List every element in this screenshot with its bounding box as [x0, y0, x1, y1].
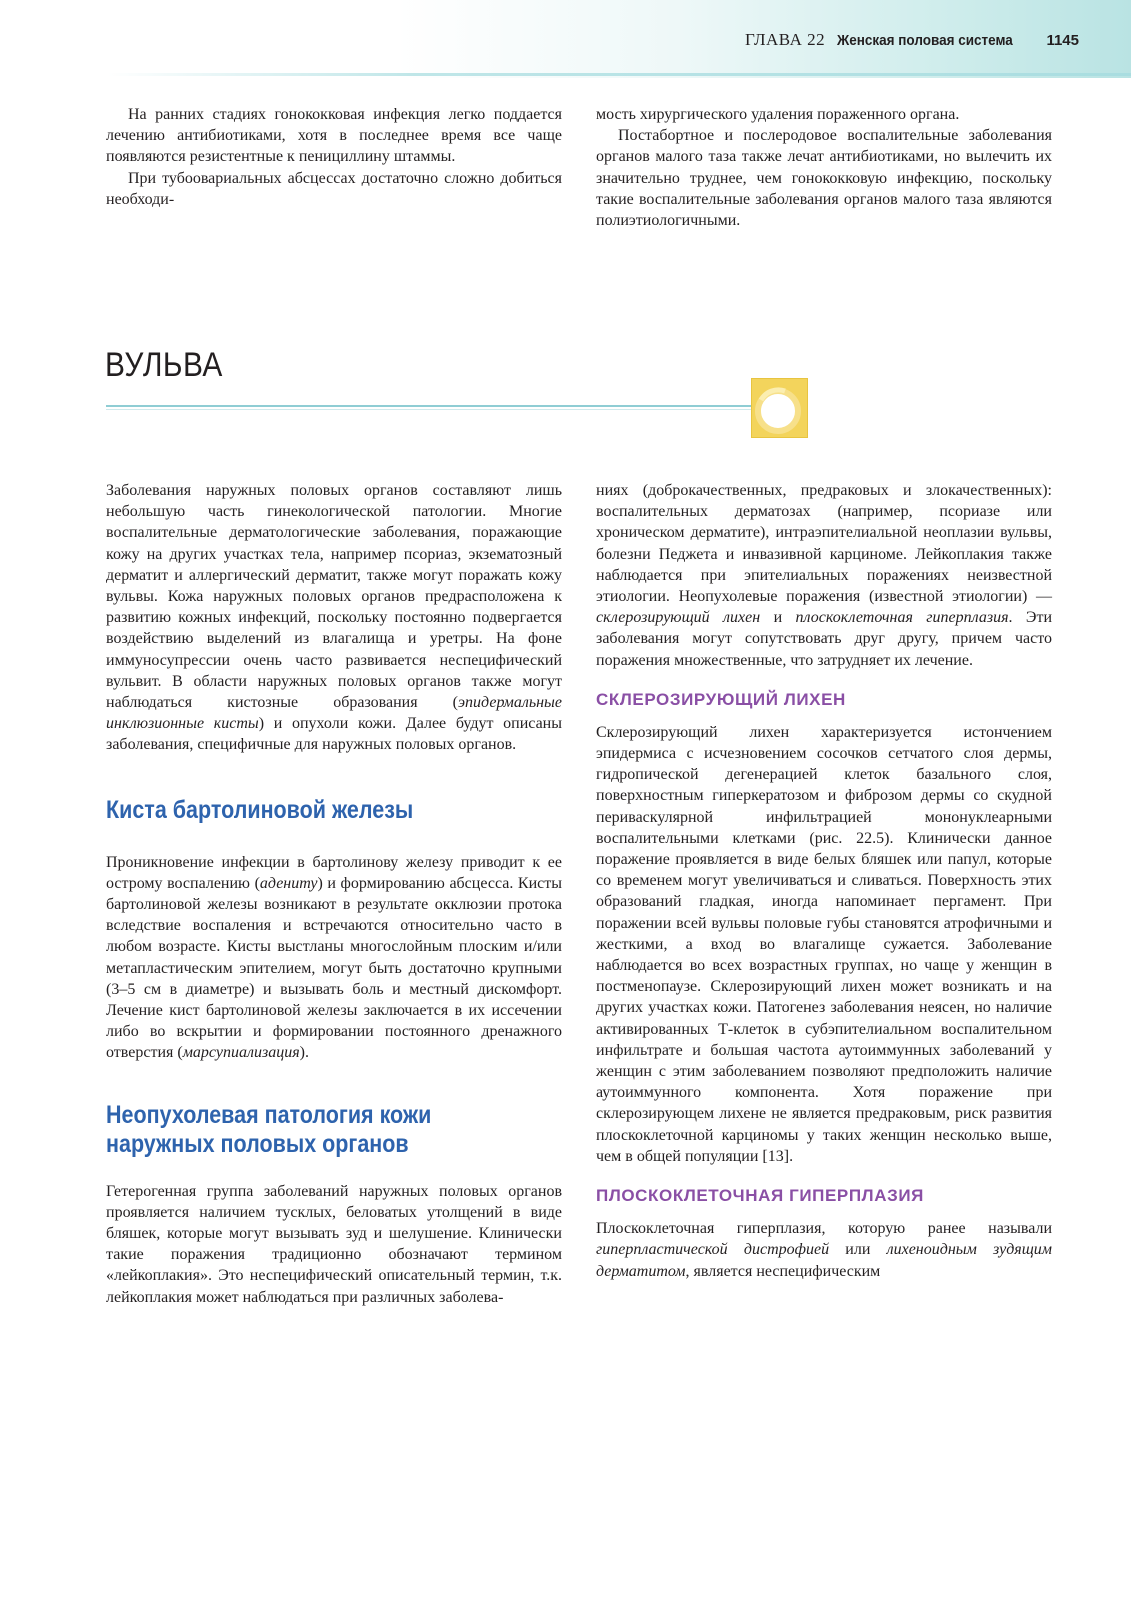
section-rule-secondary: [106, 409, 752, 410]
bartholin-paragraph: [106, 852, 562, 1064]
intro-paragraph-2: При тубоовариальных абсцессах достаточно сложно добиться необходи-: [106, 169, 562, 208]
text-run: , является неспецифическим: [685, 1262, 881, 1280]
text-run: ) и опухоли кожи. Далее будут описаны заболевания, специфичные для наружных половых органов.: [106, 715, 562, 754]
leukoplakia-continuation: [596, 480, 1052, 671]
italic-term: склерозирующий лихен: [596, 609, 761, 627]
vulva-intro-paragraph: [106, 480, 562, 756]
section-rule: [106, 405, 752, 407]
text-run: ) и формированию абсцесса. Кисты бартолиновой железы возникают в результате окклюзии протока вследствие воспаления и встречаются относительно часто в любом возрасте. Кисты выстланы многослойным плоским и/или метапластическим эпителием, могут быть достаточно крупными (3–5 см в диаметре) и вызывать боль и местный дискомфорт. Лечение кист бартолиновой железы заключается в их иссечении либо во вскрытии и формировании постоянного дренажного отверстия (: [106, 874, 563, 1062]
page-number: 1145: [1046, 32, 1079, 49]
text-run: или: [829, 1241, 887, 1259]
heading-squamous-hyperplasia: ПЛОСКОКЛЕТОЧНАЯ ГИПЕРПЛАЗИЯ: [596, 1186, 924, 1206]
heading-non-neoplastic: Неопухолевая патология кожи наружных половых органов: [106, 1100, 432, 1158]
main-left-column: [106, 480, 562, 1308]
section-title: ВУЛЬВА: [105, 346, 223, 384]
header-rule: [108, 73, 1131, 76]
text-run: и: [760, 609, 796, 627]
text-run: . Эти заболевания могут сопутствовать друг другу, причем часто поражения множественные, что затрудняет их лечение.: [596, 609, 1053, 669]
intro-paragraph-3: Постабортное и послеродовое воспалительные заболевания органов малого таза также лечат антибиотиками, но вылечить их значительно труднее, чем гонококковую инфекцию, поскольку такие воспалительные заболевания органов малого таза являются полиэтиологичными.: [596, 127, 1052, 230]
italic-term: гиперпластической дистрофией: [596, 1241, 830, 1259]
intro-paragraph-1: На ранних стадиях гонококковая инфекция легко поддается лечению антибиотиками, хотя в последнее время все чаще появляются резистентные к пенициллину штаммы.: [106, 106, 562, 166]
text-run: Проникновение инфекции в бартолинову железу приводит к ее острому воспалению (: [106, 853, 562, 892]
italic-term: лихеноидным зудящим дерматитом: [596, 1241, 1053, 1280]
italic-term: эпидермальные инклюзионные кисты: [106, 694, 562, 733]
text-run: Плоскоклеточная гиперплазия, которую ранее называли: [596, 1220, 1052, 1238]
ring-icon: [751, 378, 808, 438]
heading-lichen-sclerosus: СКЛЕРОЗИРУЮЩИЙ ЛИХЕН: [596, 689, 846, 709]
heading-bartholin-cyst: Киста бартолиновой железы: [106, 795, 414, 824]
text-run: ).: [299, 1044, 309, 1062]
italic-term: плоскоклеточная гиперплазия: [795, 609, 1009, 627]
italic-term: марсупиализация: [182, 1044, 300, 1062]
lichen-paragraph: Склерозирующий лихен характеризуется истончением эпидермиса с исчезновением сосочков сетчатого слоя дермы, гидропической дегенерацией клеток базального слоя, поверхностным гиперкератозом и фиброзом дермы со скудной периваскулярной инфильтрацией мононуклеарными воспалительными клетками (рис. 22.5). Клинически данное поражение проявляется в виде белых бляшек или папул, которые со временем могут увеличиваться и сливаться. Поверхность этих образований гладкая, иногда напоминает пергамент. При поражении всей вульвы половые губы становятся атрофичными и жесткими, а вход во влагалище сужается. Заболевание наблюдается во всех возрастных группах, но чаще у женщин в постменопаузе. Склерозирующий лихен может возникать и на других участках кожи. Патогенез заболевания неясен, но наличие активированных Т-клеток в субэпителиальном воспалительном инфильтрате и большая частота аутоиммунных заболеваний у женщин с этим заболеванием позволяют предположить наличие аутоиммунного компонента. Хотя поражение при склерозирующем лихене не является предраковым, риск развития плоскоклеточной карциномы у таких женщин несколько выше, чем в общей популяции [13].: [596, 723, 1052, 1165]
chapter-label: ГЛАВА 22: [744, 30, 826, 49]
italic-term: адениту: [259, 874, 318, 892]
intro-left-column: [106, 104, 562, 231]
hyperplasia-paragraph: [596, 1218, 1052, 1282]
intro-right-column: [596, 104, 1052, 231]
leukoplakia-paragraph: Гетерогенная группа заболеваний наружных половых органов проявляется наличием тусклых, беловатых утолщений в виде бляшек, которые могут вызывать зуд и шелушение. Клинически такие поражения традиционно обозначают термином «лейкоплакия». Это неспецифический описательный термин, т.к. лейкоплакия может наблюдаться при различных заболева-: [106, 1182, 562, 1306]
text-run: ниях (доброкачественных, предраковых и злокачественных): воспалительных дерматозах (например, псориазе или хроническом дерматите), интраэпителиальной неоплазии вульвы, болезни Педжета и инвазивной карциноме. Лейкоплакия также наблюдается при эпителиальных поражениях неизвестной этиологии. Неопухолевые поражения (известной этиологии) —: [596, 482, 1052, 606]
text-run: Заболевания наружных половых органов составляют лишь небольшую часть гинекологической патологии. Многие воспалительные дерматологические заболевания, поражающие кожу на других участках тела, например псориаз, экзематозный дерматит и аллергический дерматит, также могут поражать кожу вульвы. Кожа наружных половых органов предрасположена к развитию кожных инфекций, поскольку постоянно подвергается воздействию выделений из влагалища и уретры. На фоне иммуносупрессии очень часто развивается неспецифический вульвит. В области наружных половых органов также могут наблюдаться кистозные образования (: [106, 482, 562, 712]
intro-continuation-text: мость хирургического удаления пораженного органа.: [596, 106, 960, 123]
main-right-column: [596, 480, 1052, 1282]
running-head: [745, 30, 1079, 50]
chapter-title: Женская половая система: [837, 32, 1013, 49]
